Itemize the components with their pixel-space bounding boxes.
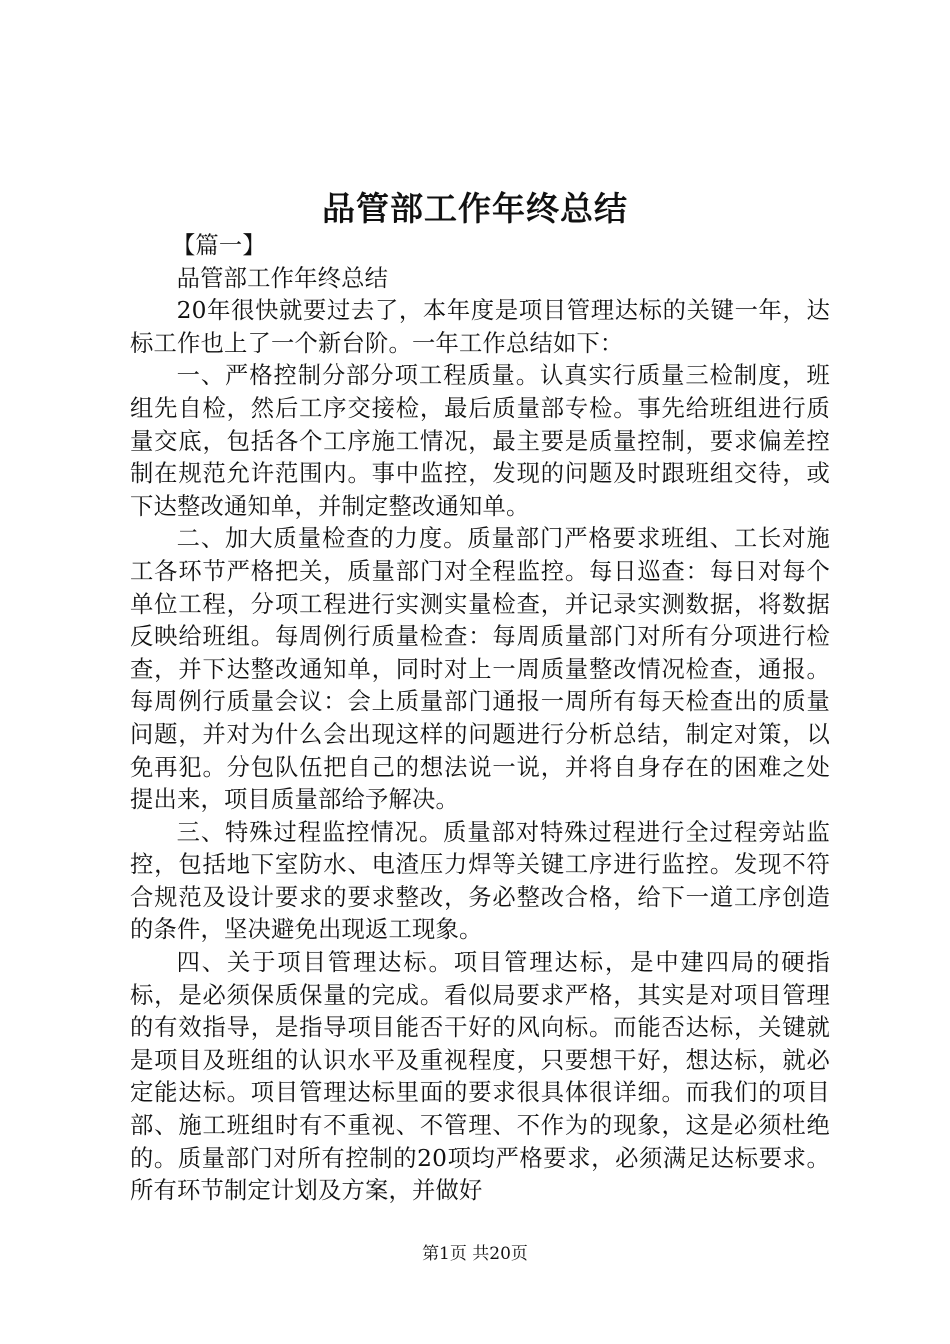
subtitle-paragraph: 品管部工作年终总结 [176,264,389,292]
paragraph-special-process: 三、特殊过程监控情况。质量部对特殊过程进行全过程旁站监控，包括地下室防水、电渣压力焊等关键工序进行监控。发现不符合规范及设计要求的要求整改，务必整改合格，给下一道工序创造的条件，坚决避免出现返工现象。 [130,818,830,944]
section-heading: 【篇一】 [171,232,266,259]
paragraph-management-standard: 四、关于项目管理达标。项目管理达标，是中建四局的硬指标，是必须保质保量的完成。看似局要求严格，其实是对项目管理的有效指导，是指导项目能否干好的风向标。而能否达标，关键就是项目及班组的认识水平及重视程度，只要想干好，想达标，就必定能达标。项目管理达标里面的要求很具体很详细。而我们的项目部、施工班组时有不重视、不管理、不作为的现象，这是必须杜绝的。质量部门对所有控制的20项均严格要求，必须满足达标要求。所有环节制定计划及方案，并做好 [130,949,830,1205]
paragraph-quality-control: 一、严格控制分部分项工程质量。认真实行质量三检制度，班组先自检，然后工序交接检，最后质量部专检。事先给班组进行质量交底，包括各个工序施工情况，最主要是质量控制，要求偏差控制在规范允许范围内。事中监控，发现的问题及时跟班组交待，或下达整改通知单，并制定整改通知单。 [130,362,830,520]
intro-paragraph: 20年很快就要过去了，本年度是项目管理达标的关键一年，达标工作也上了一个新台阶。一年工作总结如下： [130,297,830,357]
document-body [130,230,830,1208]
document-title: 品管部工作年终总结 [322,189,628,228]
paragraph-inspection: 二、加大质量检查的力度。质量部门严格要求班组、工长对施工各环节严格把关，质量部门对全程监控。每日巡查：每日对每个单位工程，分项工程进行实测实量检查，并记录实测数据，将数据反映给班组。每周例行质量检查：每周质量部门对所有分项进行检查，并下达整改通知单，同时对上一周质量整改情况检查，通报。每周例行质量会议：会上质量部门通报一周所有每天检查出的质量问题，并对为什么会出现这样的问题进行分析总结，制定对策，以免再犯。分包队伍把自己的想法说一说，并将自身存在的困难之处提出来，项目质量部给予解决。 [130,525,830,814]
page-number-footer: 第1页 共20页 [422,1244,528,1264]
